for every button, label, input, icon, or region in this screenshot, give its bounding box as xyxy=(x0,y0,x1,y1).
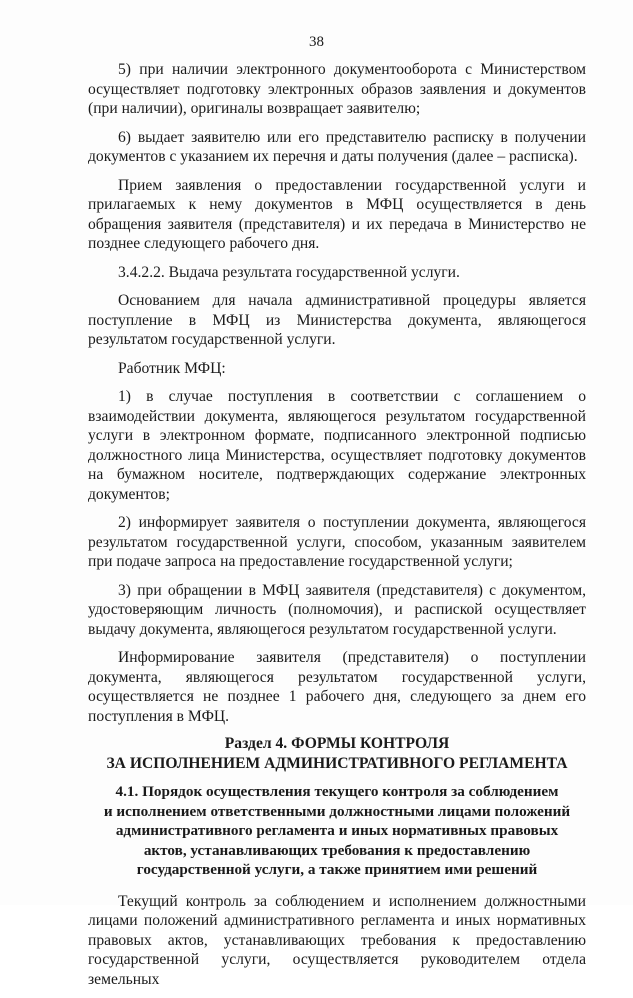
section-heading-line-1: Раздел 4. ФОРМЫ КОНТРОЛЯ xyxy=(224,735,450,752)
paragraph-basis: Основанием для начала административной процедуры является поступление в МФЦ из Министерства документа, являющегося результатом государственной услуги. xyxy=(88,292,586,348)
paragraph-step-2: 2) информирует заявителя о поступлении документа, являющегося результатом государственной услуги, способом, указанным заявителем при подаче запроса на предоставление государственной услуги; xyxy=(88,514,586,570)
paragraph-item-6: 6) выдает заявителю или его представителю расписку в получении документов с указанием их перечня и даты получения (далее – расписка). xyxy=(88,128,586,165)
page-number: 38 xyxy=(309,34,324,50)
paragraph-current-control: Текущий контроль за соблюдением и исполнением должностными лицами положений административного регламента и иных нормативных правовых актов, устанавливающих требования к предоставлению государственной услуги, осуществляется руководителем отдела земельных xyxy=(88,892,586,988)
page-content xyxy=(88,60,586,998)
paragraph-informing: Информирование заявителя (представителя) о поступлении документа, являющегося результатом государственной услуги, осуществляется не позднее 1 рабочего дня, следующего за днем его поступления в МФЦ. xyxy=(88,649,586,725)
subsection-heading-line-3: административного регламента и иных нормативных правовых xyxy=(115,822,559,840)
paragraph-step-3: 3) при обращении в МФЦ заявителя (представителя) с документом, удостоверяющим личность (полномочия), и распиской осуществляет выдачу документа, являющегося результатом государственной услуги. xyxy=(88,581,586,638)
paragraph-mfc-worker: Работник МФЦ: xyxy=(118,359,226,377)
section-heading xyxy=(88,734,586,773)
subsection-heading-line-2: и исполнением ответственными должностными лицами положений xyxy=(103,802,571,820)
subsection-heading xyxy=(88,782,586,880)
paragraph-item-5: 5) при наличии электронного документооборота с Министерством осуществляет подготовку электронных образов заявления и документов (при наличии), оригиналы возвращает заявителю; xyxy=(88,61,586,117)
subsection-heading-line-1: 4.1. Порядок осуществления текущего контроля за соблюдением xyxy=(115,783,559,800)
subsection-heading-line-4: актов, устанавливающих требования к предоставлению xyxy=(143,841,531,859)
section-heading-line-2: ЗА ИСПОЛНЕНИЕМ АДМИНИСТРАТИВНОГО РЕГЛАМЕНТА xyxy=(106,754,568,772)
paragraph-step-1: 1) в случае поступления в соответствии с соглашением о взаимодействии документа, являющегося результатом государственной услуги в электронном формате, подписанного электронной подписью должностного лица Министерства, осуществляет подготовку документов на бумажном носителе, подтверждающих содержание электронных документов; xyxy=(88,388,586,503)
paragraph-clause-3-4-2-2: 3.4.2.2. Выдача результата государственной услуги. xyxy=(118,263,460,281)
paragraph-reception: Прием заявления о предоставлении государственной услуги и прилагаемых к нему документов в МФЦ осуществляется в день обращения заявителя (представителя) и их передача в Министерство не позднее следующего рабочего дня. xyxy=(88,176,586,252)
subsection-heading-line-5: государственной услуги, а также принятием ими решений xyxy=(136,861,538,879)
